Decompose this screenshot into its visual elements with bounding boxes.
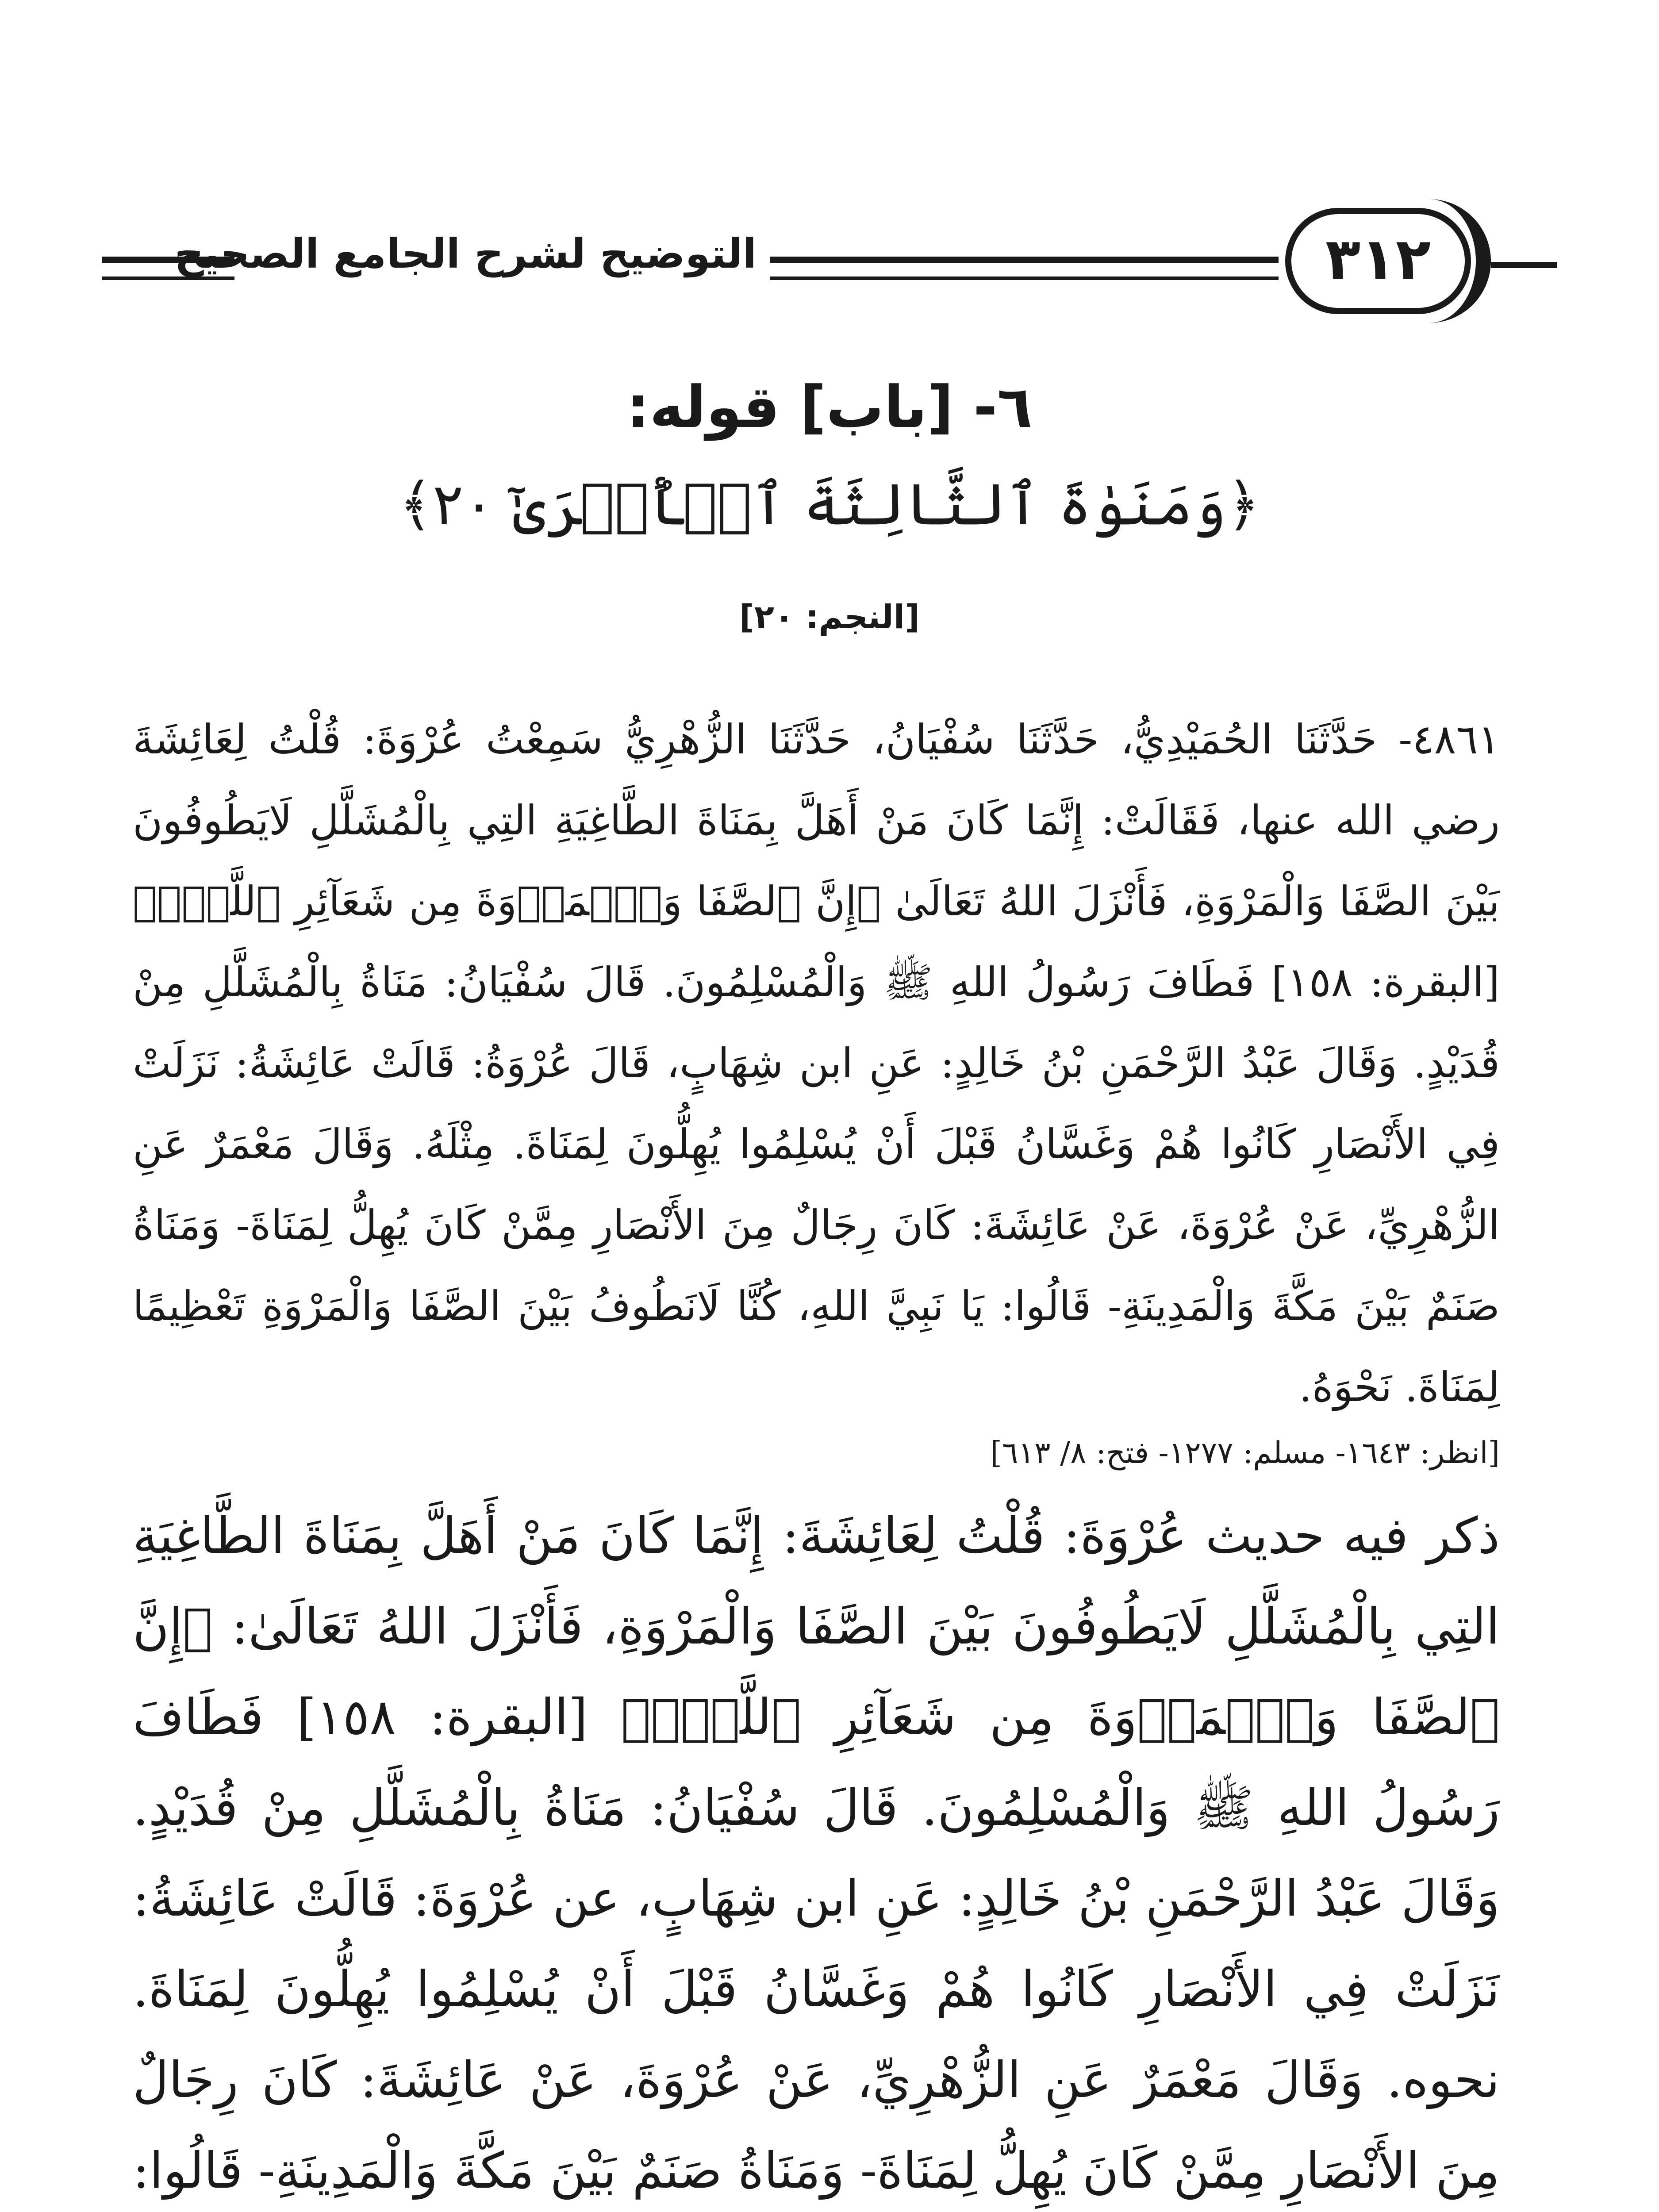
header-rule-right	[1491, 262, 1557, 268]
hadith-citation: [انظر: ١٦٤٣- مسلم: ١٢٧٧- فتح: ٨/ ٦١٣]	[990, 1436, 1500, 1471]
quran-verse: ﴿وَمَنَوٰةَ ٱلثَّالِثَةَ ٱلۡأُخۡرَىٰٓ ٢٠﴾	[399, 471, 1260, 538]
running-title: التوضيح لشرح الجامع الصحيح	[174, 230, 757, 277]
verse-reference: [النجم: ٢٠]	[739, 598, 920, 636]
chapter-title: ٦- [باب] قوله:	[626, 373, 1033, 441]
page-number: ٣١٢	[1325, 225, 1431, 292]
header-rule-middle-lower	[770, 276, 1279, 280]
commentary-paragraph: ذكر فيه حديث عُرْوَةَ: قُلْتُ لِعَائِشَةَ: إِنَّمَا كَانَ مَنْ أَهَلَّ بِمَنَاةَ الطَّاغِيَةِ التِي بِالْمُشَلَّلِ لَايَطُوفُونَ بَيْنَ الصَّفَا وَالْمَرْوَةِ، فَأَنْزَلَ اللهُ تَعَالَىٰ: ﴿إِنَّ ٱلصَّفَا وَٱلۡمَرۡوَةَ مِن شَعَآئِرِ ٱللَّهِۖ﴾ [البقرة: ١٥٨] فَطَافَ رَسُولُ اللهِ ﷺ وَالْمُسْلِمُونَ. قَالَ سُفْيَانُ: مَنَاةُ بِالْمُشَلَّلِ مِنْ قُدَيْدٍ. وَقَالَ عَبْدُ الرَّحْمَنِ بْنُ خَالِدٍ: عَنِ ابن شِهَابٍ، عن عُرْوَةَ: قَالَتْ عَائِشَةُ: نَزَلَتْ فِي الأَنْصَارِ كَانُوا هُمْ وَغَسَّانُ قَبْلَ أَنْ يُسْلِمُوا يُهِلُّونَ لِمَنَاةَ. نحوه. وَقَالَ مَعْمَرٌ عَنِ الزُّهْرِيِّ، عَنْ عُرْوَةَ، عَنْ عَائِشَةَ: كَانَ رِجَالٌ مِنَ الأَنْصَارِ مِمَّنْ كَانَ يُهِلُّ لِمَنَاةَ- وَمَنَاةُ صَنَمٌ بَيْنَ مَكَّةَ وَالْمَدِينَةِ- قَالُوا:	[133, 1507, 1500, 2200]
hadith-text: ٤٨٦١- حَدَّثَنَا الحُمَيْدِيُّ، حَدَّثَنَا سُفْيَانُ، حَدَّثَنَا الزُّهْرِيُّ سَمِعْتُ عُرْوَةَ: قُلْتُ لِعَائِشَةَ رضي الله عنها، فَقَالَتْ: إِنَّمَا كَانَ مَنْ أَهَلَّ بِمَنَاةَ الطَّاغِيَةِ التِي بِالْمُشَلَّلِ لَايَطُوفُونَ بَيْنَ الصَّفَا وَالْمَرْوَةِ، فَأَنْزَلَ اللهُ تَعَالَىٰ ﴿إِنَّ ٱلصَّفَا وَٱلۡمَرۡوَةَ مِن شَعَآئِرِ ٱللَّهِۖ﴾ [البقرة: ١٥٨] فَطَافَ رَسُولُ اللهِ ﷺ وَالْمُسْلِمُونَ. قَالَ سُفْيَانُ: مَنَاةُ بِالْمُشَلَّلِ مِنْ قُدَيْدٍ. وَقَالَ عَبْدُ الرَّحْمَنِ بْنُ خَالِدٍ: عَنِ ابن شِهَابٍ، قَالَ عُرْوَةُ: قَالَتْ عَائِشَةُ: نَزَلَتْ فِي الأَنْصَارِ كَانُوا هُمْ وَغَسَّانُ قَبْلَ أَنْ يُسْلِمُوا يُهِلُّونَ لِمَنَاةَ. مِثْلَهُ. وَقَالَ مَعْمَرٌ عَنِ الزُّهْرِيِّ، عَنْ عُرْوَةَ، عَنْ عَائِشَةَ: كَانَ رِجَالٌ مِنَ الأَنْصَارِ مِمَّنْ كَانَ يُهِلُّ لِمَنَاةَ- وَمَنَاةُ صَنَمٌ بَيْنَ مَكَّةَ وَالْمَدِينَةِ- قَالُوا: يَا نَبِيَّ اللهِ، كُنَّا لَانَطُوفُ بَيْنَ الصَّفَا وَالْمَرْوَةِ تَعْظِيمًا لِمَنَاةَ. نَحْوَهُ.	[133, 716, 1500, 1411]
header-rule-middle	[770, 257, 1279, 263]
